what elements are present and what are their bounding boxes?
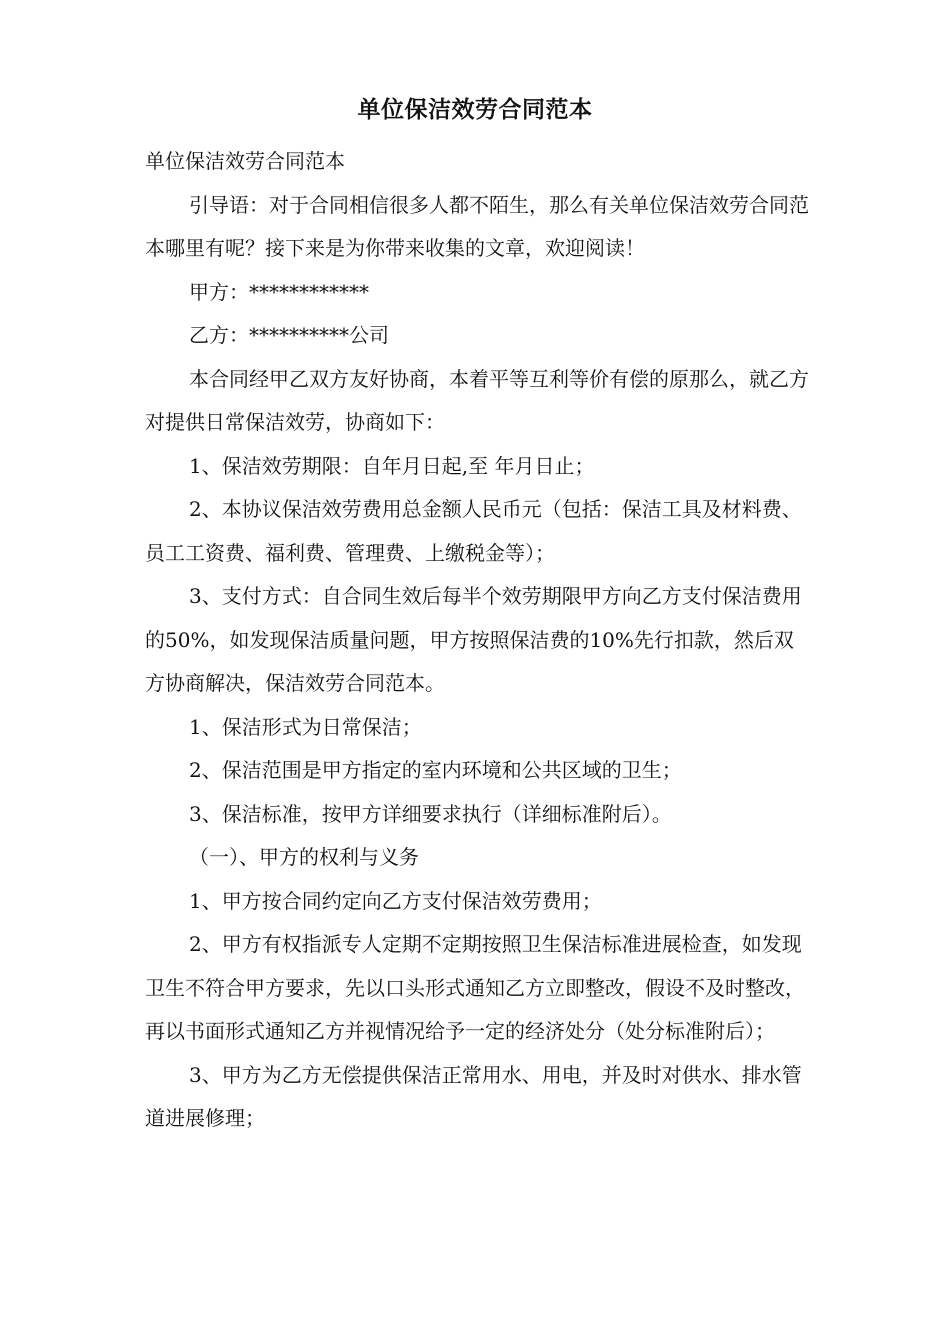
paragraph-fee: 2、本协议保洁效劳费用总金额人民币元（包括：保洁工具及材料费、员工工资费、福利费、管理费、上缴税金等）； xyxy=(145,497,802,565)
document-body xyxy=(145,140,810,1141)
paragraph-term: 1、保洁效劳期限：自年月日起,至 年月日止； xyxy=(189,453,595,478)
paragraph-cleaning-standard: 3、保洁标准，按甲方详细要求执行（详细标准附后）。 xyxy=(189,801,672,826)
paragraph-cleaning-scope: 2、保洁范围是甲方指定的室内环境和公共区域的卫生； xyxy=(189,758,682,782)
paragraph-preamble: 本合同经甲乙双方友好协商，本着平等互利等价有偿的原那么，就乙方对提供日常保洁效劳，协商如下： xyxy=(145,366,809,434)
paragraph-party-b: 乙方：**********公司 xyxy=(189,323,389,347)
paragraph-party-a-utilities: 3、甲方为乙方无偿提供保洁正常用水、用电，并及时对供水、排水管道进展修理； xyxy=(145,1062,802,1130)
paragraph-party-a: 甲方：************ xyxy=(189,279,369,304)
section-heading-party-a-rights: （一）、甲方的权利与义务 xyxy=(189,845,419,869)
paragraph-subtitle: 单位保洁效劳合同范本 xyxy=(145,149,345,173)
paragraph-payment: 3、支付方式：自合同生效后每半个效劳期限甲方向乙方支付保洁费用的50%，如发现保洁质量问题，甲方按照保洁费的10%先行扣款，然后双方协商解决，保洁效劳合同范本。 xyxy=(145,584,802,695)
document-title: 单位保洁效劳合同范本 xyxy=(357,96,593,123)
paragraph-party-a-pay: 1、甲方按合同约定向乙方支付保洁效劳费用； xyxy=(189,888,602,913)
paragraph-intro: 引导语：对于合同相信很多人都不陌生，那么有关单位保洁效劳合同范本哪里有呢？接下来是为你带来收集的文章，欢迎阅读！ xyxy=(145,192,809,260)
paragraph-party-a-inspect: 2、甲方有权指派专人定期不定期按照卫生保洁标准进展检查，如发现卫生不符合甲方要求，先以口头形式通知乙方立即整改，假设不及时整改，再以书面形式通知乙方并视情况给予一定的经济处分（处分标准附后）； xyxy=(145,932,805,1043)
paragraph-cleaning-form: 1、保洁形式为日常保洁； xyxy=(189,714,422,739)
